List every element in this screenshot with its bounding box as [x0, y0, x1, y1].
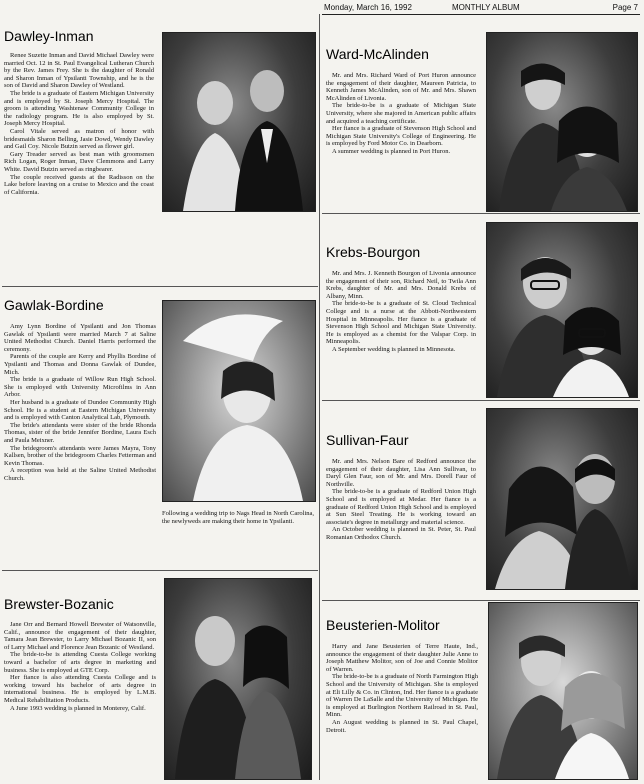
- article-body: [4, 323, 156, 567]
- paragraph: Gary Treader served as best man with groomsmen Rich Logan, Roger Inman, Dave Clemmons and Larry White. David Butzin served as ringbearer.: [4, 150, 154, 173]
- column-divider: [319, 14, 320, 780]
- paragraph: A summer wedding is planned in Port Huron.: [332, 147, 451, 155]
- article-title: Ward-McAlinden: [326, 46, 429, 62]
- paragraph: Mr. and Mrs. Nelson Bare of Redford announce the engagement of their daughter, Lisa Ann Sullivan, to Daryl Glen Faur, son of Mr. and Mrs. Dorell Faur of Northville.: [326, 458, 476, 488]
- paragraph: The bride-to-be is a graduate of North Farmington High School and the University of Michigan. She is employed at Eli Lilly & Co. in Clinton, Ind. Her fiance is a graduate of Warren De LaSalle and the University of Michigan. He is employed at Burlington Northern Railroad in St. Paul, Minn.: [326, 673, 478, 719]
- article-body: [326, 72, 476, 212]
- paragraph: The bride-to-be is a graduate of Redford Union High School and is employed at Medar. Her fiance is a graduate of Redford Union High School and is employed at Sun Steel Treating. He is working toward an associate's degree in metallurgy and material science.: [326, 488, 476, 526]
- couple-photo: [488, 602, 638, 780]
- paragraph: Carol Vitale served as matron of honor with bridesmaids Sharon Belling, Jasie Dowd, Wendy Dawley and Gail Coy. Nicole Butzin served as flower girl.: [4, 127, 154, 151]
- paragraph: Harry and Jane Beusterien of Terre Haute, Ind., announce the engagement of their daughter Julie Anne to Joseph Matthew Molitor, son of Joe and Connie Molitor of Warren.: [326, 643, 478, 673]
- article-body: [4, 52, 154, 284]
- paragraph: A June 1993 wedding is planned in Monterey, Calif.: [10, 704, 146, 712]
- paragraph: Mr. and Mrs. J. Kenneth Bourgon of Livonia announce the engagement of their son, Richard Neil, to Twila Ann Krebs, daughter of Mr. and Mrs. Donald Krebs of Albany, Minn.: [326, 270, 476, 300]
- section-divider: [2, 286, 318, 287]
- paragraph: An October wedding is planned in St. Peter, St. Paul Romanian Orthodox Church.: [326, 526, 476, 541]
- article-body: [326, 270, 476, 398]
- couple-photo: [486, 32, 638, 212]
- page-number: Page 7: [612, 3, 638, 12]
- article-title: Sullivan-Faur: [326, 432, 409, 448]
- article-title: Dawley-Inman: [4, 28, 94, 44]
- photo-caption: Following a wedding trip to Nags Head in North Carolina, the newlyweds are making their home in Ypsilanti.: [162, 510, 315, 525]
- couple-photo: [164, 578, 312, 780]
- article-body: [4, 621, 156, 781]
- paragraph: The couple received guests at the Radisson on the Lake before leaving on a cruise to Mexico and the coast of California.: [4, 173, 154, 196]
- paragraph: Renee Suzette Inman and David Michael Dawley were married Oct. 12 in St. Paul Evangelical Lutheran Church by the Rev. James Frey. She is the daughter of Ronald and Sharon Inman of Ypsilanti Township, and he is the son of David and Sharon Dawley of Westland.: [4, 52, 154, 90]
- article-body: [326, 458, 476, 598]
- paragraph: Her fiance is a graduate of Stevenson High School and Michigan State University's College of Engineering. He is employed by Ford Motor Co. in Dearborn.: [326, 125, 476, 148]
- article-title: Brewster-Bozanic: [4, 596, 114, 612]
- issue-date: Monday, March 16, 1992: [324, 3, 412, 12]
- bride-photo: [162, 300, 316, 502]
- paragraph: The bride is a graduate of Eastern Michigan University and is employed by St. Joseph Mercy Hospital. The groom is attending Washtenaw Community College in the radiology program. He is also employed by St. Joseph Mercy Hospital.: [4, 89, 154, 128]
- section-divider: [322, 400, 640, 401]
- paragraph: The bride-to-be is attending Cuesta College working toward a bachelor of arts degree in marketing and business. She is employed at GTE Corp.: [4, 651, 156, 674]
- article-title: Gawlak-Bordine: [4, 297, 104, 313]
- paragraph: A reception was held at the Saline United Methodist Church.: [4, 467, 156, 482]
- couple-photo: [486, 408, 638, 590]
- section-divider: [322, 213, 640, 214]
- section-divider: [322, 600, 640, 601]
- paragraph: A September wedding is planned in Minnesota.: [332, 345, 456, 353]
- section-name: MONTHLY ALBUM: [452, 3, 520, 12]
- paragraph: The bride is a graduate of Willow Run High School. She is employed with University Microfilms in Ann Arbor.: [4, 376, 156, 399]
- paragraph: Amy Lynn Bordine of Ypsilanti and Jon Thomas Gawlak of Ypsilanti were married March 7 at Saline United Methodist Church. Daniel Harris performed the ceremony.: [4, 323, 156, 353]
- paragraph: The bride's attendants were sister of the bride Rhonda Thomas, sister of the bride Jennifer Bordine, Laura Esch and Paula Meixner.: [4, 421, 156, 444]
- paragraph: An August wedding is planned in St. Paul Chapel, Detroit.: [326, 718, 478, 734]
- page-header: [322, 2, 640, 15]
- paragraph: Parents of the couple are Kerry and Phyllis Bordine of Ypsilanti and Thomas and Donna Gawlak of Dundee, Mich.: [4, 353, 156, 376]
- paragraph: The bridegroom's attendants were James Mayra, Tony Kallsen, brother of the bridegroom Charles Fetterman and Kevin Thomas.: [4, 444, 156, 467]
- article-title: Beusterien-Molitor: [326, 617, 440, 633]
- couple-photo: [486, 222, 638, 398]
- paragraph: Jane Orr and Bernard Howell Brewster of Watsonville, Calif., announce the engagement of their daughter, Tamara Jean Brewster, to Larry Michael Bozanic II, son of Larry Michael and Florence Jean Bozanic of Westland.: [4, 621, 156, 651]
- article-body: [326, 643, 478, 781]
- section-divider: [2, 570, 318, 571]
- paragraph: Mr. and Mrs. Richard Ward of Port Huron announce the engagement of their daughter, Maureen Patricia, to Kenneth James McAlinden, son of Mr. and Mrs. Shawn McAlinden of Livonia.: [326, 72, 476, 102]
- paragraph: The bride-to-be is a graduate of Michigan State University, where she majored in American public affairs and acquired a teaching certificate.: [326, 102, 476, 125]
- paragraph: Her husband is a graduate of Dundee Community High School. He is a student at Eastern Michigan University and is employed with Canton Analytical Lab, Plymouth.: [4, 398, 156, 422]
- paragraph: Her fiance is also attending Cuesta College and is working toward his bachelor of arts degree in international business. He is employed by L.M.B. Medical Rehabilitation Products.: [4, 674, 156, 704]
- article-title: Krebs-Bourgon: [326, 244, 421, 260]
- couple-photo: [162, 32, 316, 212]
- paragraph: The bride-to-be is a graduate of St. Cloud Technical College and is a nurse at the Abbott-Northwestern Hospital in Minneapolis. Her fiance is a graduate of Stevenson High School and Michigan State University. He is employed as a chemist for the Valspar Corp. in Minneapolis.: [326, 300, 476, 346]
